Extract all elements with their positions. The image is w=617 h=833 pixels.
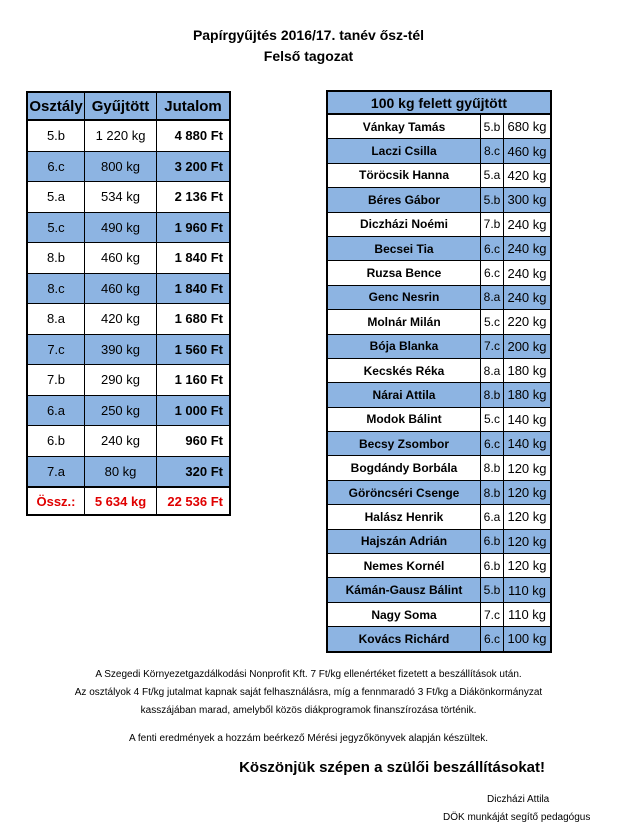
footer-line: Az osztályok 4 Ft/kg jutalmat kapnak saját felhasználásra, míg a fennmaradó 3 Ft/kg a Diákönkormányzat <box>74 687 543 698</box>
signature-role: DÖK munkáját segítő pedagógus <box>443 812 591 823</box>
header-collected: Gyűjtött <box>85 92 157 120</box>
class-table-header-row <box>27 92 230 120</box>
class-cell: 7.b <box>27 365 85 396</box>
reward-cell: 4 880 Ft <box>157 120 231 151</box>
student-class: 8.b <box>481 480 504 504</box>
collected-cell: 490 kg <box>85 212 157 243</box>
student-name: Diczházi Noémi <box>327 212 481 236</box>
student-name: Töröcsik Hanna <box>327 163 481 187</box>
class-cell: 7.c <box>27 334 85 365</box>
student-class: 5.b <box>481 114 504 139</box>
top-collectors-table <box>326 90 552 653</box>
table-row <box>327 212 551 236</box>
student-amount: 120 kg <box>504 505 552 529</box>
table-row <box>327 407 551 431</box>
class-cell: 5.c <box>27 212 85 243</box>
header-class: Osztály <box>27 92 85 120</box>
collected-cell: 460 kg <box>85 243 157 274</box>
reward-cell: 3 200 Ft <box>157 151 231 182</box>
table-row <box>327 627 551 652</box>
student-amount: 110 kg <box>504 578 552 602</box>
table-row <box>27 212 230 243</box>
student-amount: 240 kg <box>504 261 552 285</box>
student-amount: 220 kg <box>504 310 552 334</box>
table-row <box>327 310 551 334</box>
page-subtitle: Felső tagozat <box>263 48 354 64</box>
reward-cell: 1 960 Ft <box>157 212 231 243</box>
student-amount: 240 kg <box>504 212 552 236</box>
class-results-table <box>26 91 231 516</box>
student-class: 8.c <box>481 139 504 163</box>
thanks-message: Köszönjük szépen a szülői beszállításokat! <box>239 759 545 776</box>
student-name: Ruzsa Bence <box>327 261 481 285</box>
collected-cell: 420 kg <box>85 304 157 335</box>
table-row <box>327 285 551 309</box>
table-row <box>327 334 551 358</box>
table-row <box>327 261 551 285</box>
class-cell: 7.a <box>27 456 85 487</box>
total-collected: 5 634 kg <box>85 487 157 515</box>
table-row <box>27 365 230 396</box>
student-amount: 420 kg <box>504 163 552 187</box>
student-name: Nagy Soma <box>327 602 481 626</box>
total-reward: 22 536 Ft <box>157 487 231 515</box>
student-amount: 240 kg <box>504 236 552 260</box>
table-row <box>327 554 551 578</box>
collected-cell: 390 kg <box>85 334 157 365</box>
student-class: 6.c <box>481 627 504 652</box>
collected-cell: 1 220 kg <box>85 120 157 151</box>
reward-cell: 1 680 Ft <box>157 304 231 335</box>
table-row <box>27 243 230 274</box>
student-class: 6.a <box>481 505 504 529</box>
total-row <box>27 487 230 515</box>
reward-cell: 2 136 Ft <box>157 182 231 213</box>
student-name: Becsy Zsombor <box>327 432 481 456</box>
student-amount: 460 kg <box>504 139 552 163</box>
student-name: Molnár Milán <box>327 310 481 334</box>
footer-line: A Szegedi Környezetgazdálkodási Nonprofit Kft. 7 Ft/kg ellenértéket fizetett a beszállítások után. <box>95 669 522 680</box>
collected-cell: 800 kg <box>85 151 157 182</box>
student-class: 5.a <box>481 163 504 187</box>
student-name: Béres Gábor <box>327 188 481 212</box>
student-name: Halász Henrik <box>327 505 481 529</box>
table-row <box>327 602 551 626</box>
footer-notes <box>0 666 617 720</box>
student-name: Genc Nesrin <box>327 285 481 309</box>
table-row <box>27 120 230 151</box>
table-row <box>327 480 551 504</box>
student-amount: 680 kg <box>504 114 552 139</box>
table-row <box>327 456 551 480</box>
student-class: 8.b <box>481 456 504 480</box>
class-cell: 5.b <box>27 120 85 151</box>
table-row <box>327 188 551 212</box>
student-amount: 140 kg <box>504 432 552 456</box>
student-class: 5.b <box>481 188 504 212</box>
table-row <box>327 139 551 163</box>
table-row <box>327 432 551 456</box>
student-amount: 100 kg <box>504 627 552 652</box>
class-cell: 8.c <box>27 273 85 304</box>
student-class: 7.c <box>481 602 504 626</box>
class-cell: 5.a <box>27 182 85 213</box>
total-label: Össz.: <box>27 487 85 515</box>
student-name: Bogdándy Borbála <box>327 456 481 480</box>
table-row <box>27 334 230 365</box>
class-cell: 6.a <box>27 395 85 426</box>
student-amount: 120 kg <box>504 456 552 480</box>
student-amount: 200 kg <box>504 334 552 358</box>
table-row <box>327 163 551 187</box>
student-name: Modok Bálint <box>327 407 481 431</box>
collected-cell: 250 kg <box>85 395 157 426</box>
student-class: 5.b <box>481 578 504 602</box>
collected-cell: 240 kg <box>85 426 157 457</box>
table-row <box>327 529 551 553</box>
reward-cell: 1 000 Ft <box>157 395 231 426</box>
student-class: 8.b <box>481 383 504 407</box>
table-row <box>327 236 551 260</box>
student-class: 5.c <box>481 310 504 334</box>
student-amount: 110 kg <box>504 602 552 626</box>
table-row <box>327 358 551 382</box>
table-row <box>27 151 230 182</box>
student-amount: 300 kg <box>504 188 552 212</box>
student-class: 6.c <box>481 432 504 456</box>
class-cell: 8.a <box>27 304 85 335</box>
table-row <box>27 182 230 213</box>
student-class: 5.c <box>481 407 504 431</box>
student-amount: 120 kg <box>504 554 552 578</box>
student-amount: 120 kg <box>504 529 552 553</box>
reward-cell: 960 Ft <box>157 426 231 457</box>
student-amount: 240 kg <box>504 285 552 309</box>
student-name: Bója Blanka <box>327 334 481 358</box>
table-row <box>327 114 551 139</box>
student-class: 8.a <box>481 285 504 309</box>
class-cell: 6.c <box>27 151 85 182</box>
collected-cell: 80 kg <box>85 456 157 487</box>
footer-source-note: A fenti eredmények a hozzám beérkező Mérési jegyzőkönyvek alapján készültek. <box>128 733 489 744</box>
class-cell: 6.b <box>27 426 85 457</box>
student-name: Kovács Richárd <box>327 627 481 652</box>
reward-cell: 320 Ft <box>157 456 231 487</box>
collected-cell: 534 kg <box>85 182 157 213</box>
student-amount: 180 kg <box>504 383 552 407</box>
student-name: Kecskés Réka <box>327 358 481 382</box>
table-row <box>327 505 551 529</box>
student-class: 6.c <box>481 261 504 285</box>
student-name: Nemes Kornél <box>327 554 481 578</box>
student-amount: 120 kg <box>504 480 552 504</box>
student-class: 7.b <box>481 212 504 236</box>
top-table-header-row <box>327 91 551 114</box>
student-name: Vánkay Tamás <box>327 114 481 139</box>
class-cell: 8.b <box>27 243 85 274</box>
student-class: 8.a <box>481 358 504 382</box>
student-class: 6.b <box>481 554 504 578</box>
student-name: Nárai Attila <box>327 383 481 407</box>
student-amount: 180 kg <box>504 358 552 382</box>
collected-cell: 290 kg <box>85 365 157 396</box>
collected-cell: 460 kg <box>85 273 157 304</box>
signature-name: Diczházi Attila <box>487 794 550 805</box>
table-row <box>327 578 551 602</box>
reward-cell: 1 840 Ft <box>157 243 231 274</box>
table-row <box>27 273 230 304</box>
footer-line: kasszájában marad, amelyből közös diákprogramok finanszírozása történik. <box>140 705 477 716</box>
student-class: 6.c <box>481 236 504 260</box>
page-title: Papírgyűjtés 2016/17. tanév ősz-tél <box>192 27 425 43</box>
student-amount: 140 kg <box>504 407 552 431</box>
top-table-header: 100 kg felett gyűjtött <box>327 91 551 114</box>
table-row <box>327 383 551 407</box>
student-name: Becsei Tia <box>327 236 481 260</box>
table-row <box>27 426 230 457</box>
header-reward: Jutalom <box>157 92 231 120</box>
student-name: Laczi Csilla <box>327 139 481 163</box>
student-name: Göröncséri Csenge <box>327 480 481 504</box>
reward-cell: 1 840 Ft <box>157 273 231 304</box>
reward-cell: 1 160 Ft <box>157 365 231 396</box>
student-name: Hajszán Adrián <box>327 529 481 553</box>
student-name: Kámán-Gausz Bálint <box>327 578 481 602</box>
student-class: 6.b <box>481 529 504 553</box>
table-row <box>27 304 230 335</box>
table-row <box>27 395 230 426</box>
student-class: 7.c <box>481 334 504 358</box>
reward-cell: 1 560 Ft <box>157 334 231 365</box>
table-row <box>27 456 230 487</box>
